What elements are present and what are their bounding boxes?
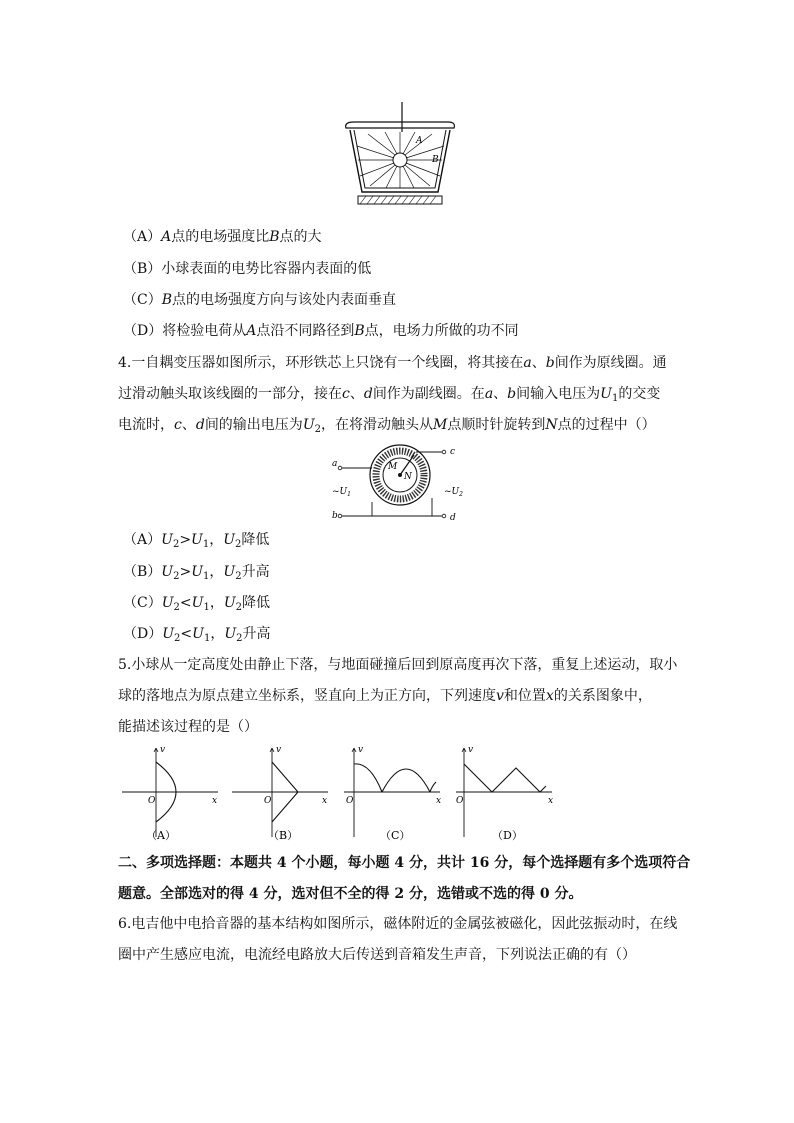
q4-label-n: N xyxy=(404,472,412,482)
q5-graph-a[interactable] xyxy=(118,742,228,847)
q4-label-u2: $\sim U_2$ xyxy=(444,487,463,498)
q5-stem-line-2: 球的落地点为原点建立坐标系，竖直向上为正方向，下列速度v和位置x的关系图象中， xyxy=(118,688,652,704)
q4-label-d: d xyxy=(450,513,456,523)
q4-label-m: M xyxy=(388,462,398,472)
q4-option-a[interactable]: $(A)U_2>U_1$，$U_2$降低 xyxy=(123,532,270,550)
q4-stem-line-1: 4.一自耦变压器如图所示，环形铁芯上只饶有一个线圈，将其接在a、b间作为原线圈。通 xyxy=(118,355,667,371)
q5-a-origin: O xyxy=(148,796,156,806)
q4-option-c[interactable]: $(C)U_2<U_1$，$U_2$降低 xyxy=(123,595,271,613)
q5-graph-c[interactable] xyxy=(340,742,450,847)
q4-label-b: b xyxy=(332,511,338,521)
q4-label-c: c xyxy=(450,447,456,457)
q6-stem-line-2: 圈中产生感应电流，电流经电路放大后传送到音箱发生声音，下列说法正确的有（） xyxy=(118,947,636,963)
q5-a-axis-x: x xyxy=(212,796,218,806)
q5-graph-d[interactable] xyxy=(452,742,562,847)
q5-d-axis-v: v xyxy=(468,745,474,755)
q5-d-origin: O xyxy=(456,796,464,806)
q4-stem-line-3: 电流时，c、d间的输出电压为$U_2$，在将滑动触头从M点顺时针旋转到N点的过程中（） xyxy=(118,417,656,435)
q5-d-axis-x: x xyxy=(548,796,554,806)
q5-c-axis-x: x xyxy=(436,796,442,806)
q5-caption-a: （A） xyxy=(146,829,176,842)
q5-graph-b[interactable] xyxy=(228,742,338,847)
q5-stem-line-1: 5.小球从一定高度处由静止下落，与地面碰撞后回到原高度再次下落，重复上述运动，取小 xyxy=(118,657,678,673)
section2-heading-line-2: 题意。全部选对的得 4 分，选对但不全的得 2 分，选错或不选的得 0 分。 xyxy=(118,886,583,902)
q3-container-figure xyxy=(340,100,460,215)
q3-option-b[interactable]: （B）小球表面的电势比容器内表面的低 xyxy=(123,261,372,277)
q6-stem-line-1: 6.电吉他中电拾音器的基本结构如图所示，磁体附近的金属弦被磁化，因此弦振动时，在线 xyxy=(118,916,678,932)
q5-b-axis-x: x xyxy=(322,796,328,806)
q4-transformer-figure xyxy=(328,442,468,524)
q3-label-a: A xyxy=(416,136,423,146)
q5-caption-c: （C） xyxy=(380,829,411,842)
q4-label-a: a xyxy=(332,459,338,469)
q5-c-origin: O xyxy=(346,796,354,806)
q5-b-origin: O xyxy=(264,796,272,806)
q5-stem-line-3: 能描述该过程的是（） xyxy=(118,719,258,735)
section2-heading-line-1: 二、多项选择题：本题共 4 个小题，每小题 4 分，共计 16 分，每个选择题有多个选项符合 xyxy=(118,855,691,871)
q5-c-axis-v: v xyxy=(358,745,364,755)
q5-a-axis-v: v xyxy=(160,745,166,755)
q3-option-d[interactable]: （D）将检验电荷从A点沿不同路径到B点，电场力所做的功不同 xyxy=(123,323,519,339)
q3-option-a[interactable]: （A）A点的电场强度比B点的大 xyxy=(123,229,322,245)
q4-stem-line-2: 过滑动触头取该线圈的一部分，接在c、d间作为副线圈。在a、b间输入电压为$U_1$的交变 xyxy=(118,386,661,404)
q5-caption-b: （B） xyxy=(268,829,299,842)
q4-option-d[interactable]: $(D)U_2<U_1$，$U_2$升高 xyxy=(123,626,271,644)
q3-label-b: B xyxy=(432,155,439,165)
q3-option-c[interactable]: （C）B点的电场强度方向与该处内表面垂直 xyxy=(123,292,397,308)
q4-option-b[interactable]: $(B)U_2>U_1$，$U_2$升高 xyxy=(123,564,270,582)
q5-b-axis-v: v xyxy=(276,745,282,755)
q5-caption-d: （D） xyxy=(492,829,523,842)
q4-label-u1: $\sim U_1$ xyxy=(332,487,351,498)
